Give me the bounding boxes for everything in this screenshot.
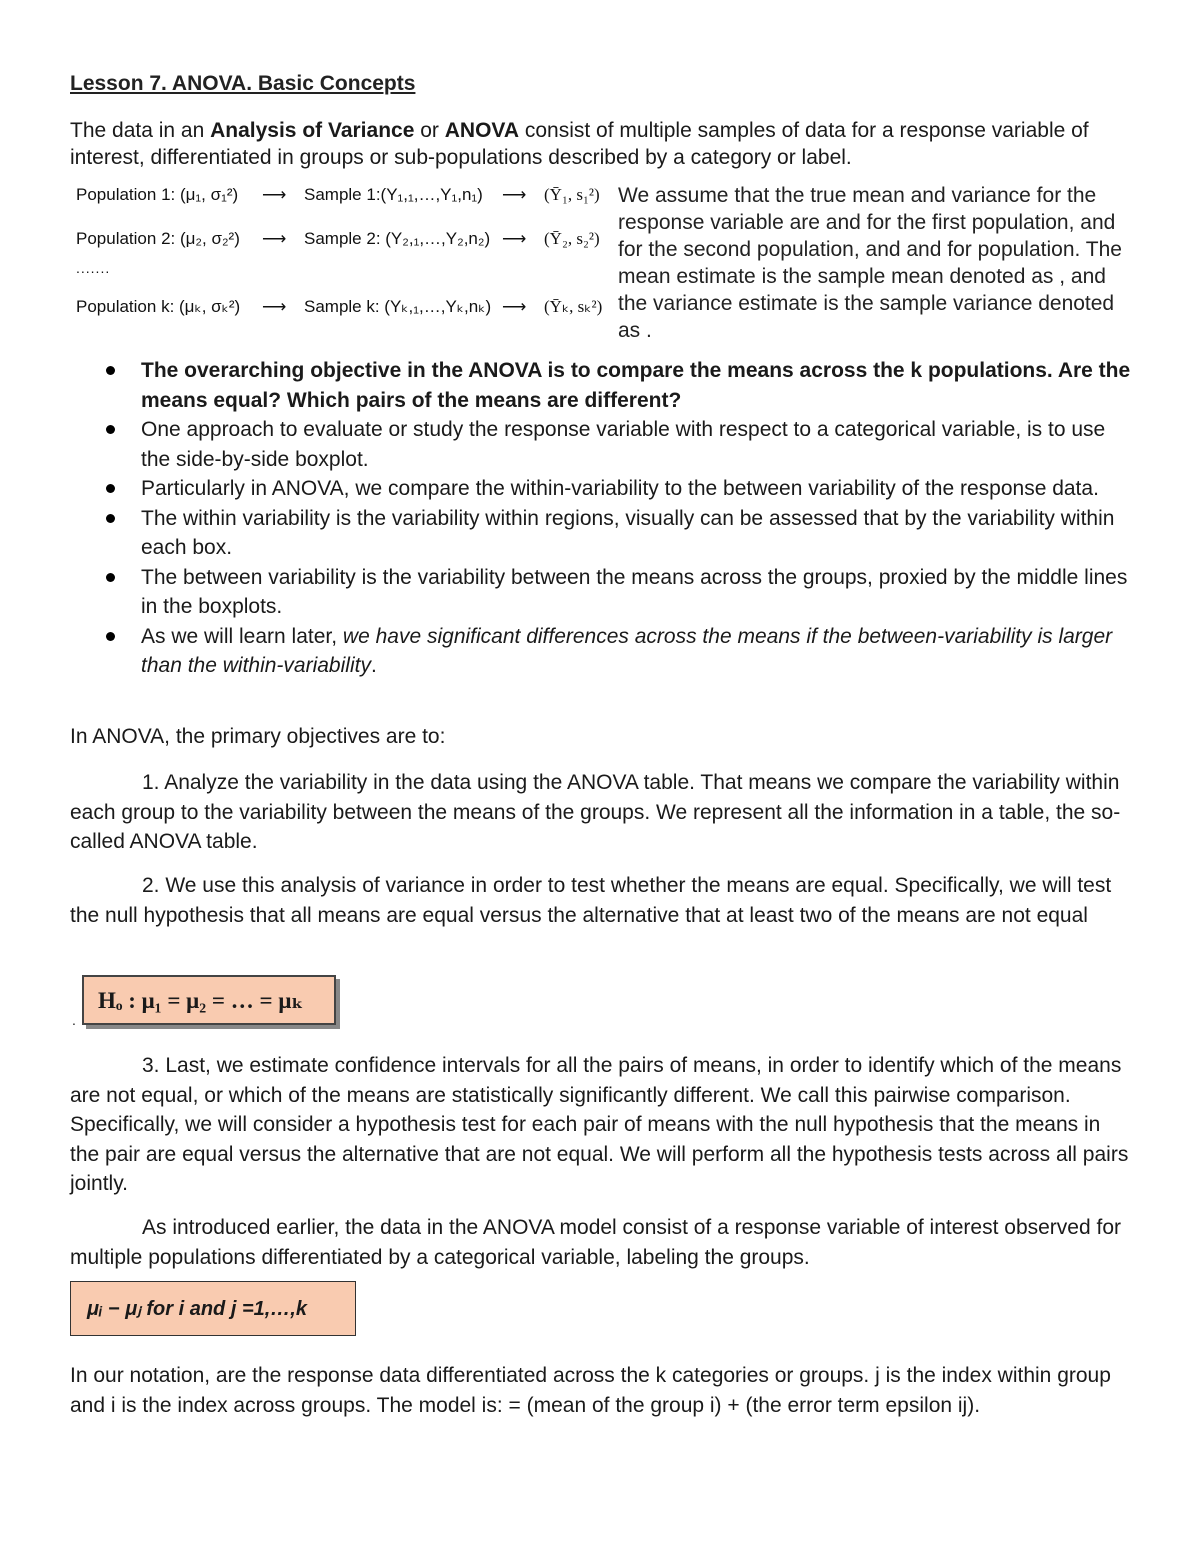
population-label: Population 2: (μ₂, σ₂²) [76,229,240,248]
page-title: Lesson 7. ANOVA. Basic Concepts [70,72,416,95]
objective-2: 2. We use this analysis of variance in order to test whether the means are equal. Specifically, we will test the null hypothesis that all means are equal versus the alternative that at least two of the means are not equal [70,874,1112,927]
arrow-icon: ⟶ [262,185,287,204]
list-item: The between variability is the variability between the means across the groups, proxied by the middle lines in the boxplots. [70,563,1132,622]
estimate-label: (Ȳₖ, sₖ²) [544,297,603,316]
pairwise-difference-formula: μᵢ − μⱼ for i and j =1,…,k [70,1281,356,1336]
arrow-icon: ⟶ [502,185,527,204]
arrow-icon: ⟶ [262,297,287,316]
population-sample-diagram [72,180,607,330]
arrow-icon: ⟶ [502,229,527,248]
estimate-label: (Ȳ₂, s₂²) [544,229,600,248]
sample-label: Sample k: (Yₖ,₁,…,Yₖ,nₖ) [304,297,492,316]
arrow-icon: ⟶ [502,297,527,316]
bullet-icon [106,632,115,641]
ellipsis-dots: ....... [76,260,111,276]
list-item: The overarching objective in the ANOVA is to compare the means across the k populations. Are the means equal? Which pairs of the means are different? [70,356,1132,415]
list-item: The within variability is the variability within regions, visually can be assessed that by the variability within each box. [70,504,1132,563]
list-item: Particularly in ANOVA, we compare the within-variability to the between variability of the response data. [70,474,1132,504]
list-item: One approach to evaluate or study the response variable with respect to a categorical variable, is to use the side-by-side boxplot. [70,415,1132,474]
bullet-icon [106,573,115,582]
model-intro-paragraph: As introduced earlier, the data in the ANOVA model consist of a response variable of interest observed for multiple populations differentiated by a categorical variable, labeling the groups. [70,1216,1121,1269]
assumption-paragraph: We assume that the true mean and variance for the response variable are and for the first population, and for the second population, and and for population. The mean estimate is the sample mean denoted as , and the variance estimate is the sample variance denoted as . [618,184,1122,342]
bullet-icon [106,514,115,523]
objectives-intro: In ANOVA, the primary objectives are to: [70,725,446,748]
objective-3: 3. Last, we estimate confidence intervals for all the pairs of means, in order to identify which of the means are not equal, or which of the means are statistically significantly different. We call this pairwise comparison. Specifically, we will consider a hypothesis test for each pair of means with the null hypothesis that the means in the pair are equal versus the alternative that are not equal. We will perform all the hypothesis tests across all pairs jointly. [70,1054,1129,1195]
estimate-label: (Ȳ₁, s₁²) [544,185,600,204]
null-hypothesis-formula: Hₒ : μ₁ = μ₂ = … = μₖ [82,975,336,1025]
arrow-icon: ⟶ [262,229,287,248]
bullet-icon [106,484,115,493]
sample-label: Sample 1:(Y₁,₁,…,Y₁,n₁) [304,185,483,204]
objective-1: 1. Analyze the variability in the data using the ANOVA table. That means we compare the variability within each group to the variability between the means of the groups. We represent all the information in a table, the so-called ANOVA table. [70,771,1121,853]
population-label: Population 1: (μ₁, σ₁²) [76,185,239,204]
sample-label: Sample 2: (Y₂,₁,…,Y₂,n₂) [304,229,491,248]
bullet-list [70,356,1132,681]
intro-paragraph: The data in an Analysis of Variance or ANOVA consist of multiple samples of data for a response variable of interest, differentiated in groups or sub-populations described by a category or label. [70,119,1089,169]
population-label: Population k: (μₖ, σₖ²) [76,297,241,316]
list-item: As we will learn later, we have significant differences across the means if the between-variability is larger than the within-variability. [70,622,1132,681]
bullet-icon [106,425,115,434]
notation-paragraph: In our notation, are the response data differentiated across the k categories or groups. j is the index within group and i is the index across groups. The model is: = (mean of the group i) + (the error term epsilon ij). [70,1364,1111,1417]
bullet-icon [106,366,115,375]
stray-dot: . [72,1012,76,1028]
